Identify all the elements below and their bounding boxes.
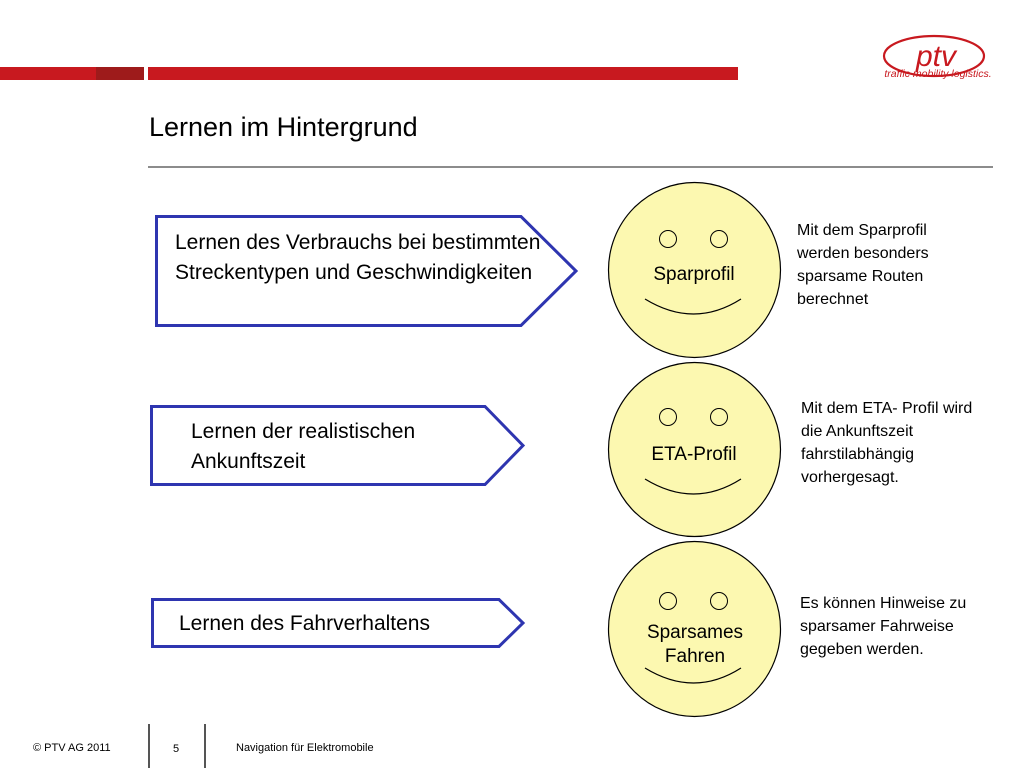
description-1: Mit dem Sparprofil werden besonders sparsame Routen berechnet [797, 222, 929, 308]
header-band-left [0, 67, 96, 80]
description-2: Mit dem ETA- Profil wird die Ankunftszeit fahrstilabhängig vorhergesagt. [801, 400, 973, 486]
title-divider [148, 166, 993, 168]
page-title: Lernen im Hintergrund [149, 112, 418, 142]
arrow-text-2: Lernen der realistischen Ankunftszeit [191, 420, 416, 473]
arrow-text-3: Lernen des Fahrverhaltens [179, 612, 430, 635]
footer-subject: Navigation für Elektromobile [236, 742, 374, 754]
arrow-text-1: Lernen des Verbrauchs bei bestimmten Streckentypen und Geschwindigkeiten [175, 231, 541, 284]
header-band-accent [96, 67, 144, 80]
footer-copyright: © PTV AG 2011 [33, 742, 111, 754]
footer-divider-2 [204, 724, 206, 768]
description-3: Es können Hinweise zu sparsamer Fahrweise gegeben werden. [800, 595, 967, 658]
face-label-1: Sparprofil [653, 264, 735, 285]
header-band-right [148, 67, 738, 80]
face-label-3: Sparsames Fahren [646, 622, 744, 667]
footer-page-number: 5 [173, 743, 180, 755]
svg-text:ptv: ptv [915, 40, 957, 73]
logo-tagline: traffic mobility logistics. [884, 68, 992, 80]
face-label-2: ETA-Profil [651, 444, 737, 465]
footer-divider-1 [148, 724, 150, 768]
